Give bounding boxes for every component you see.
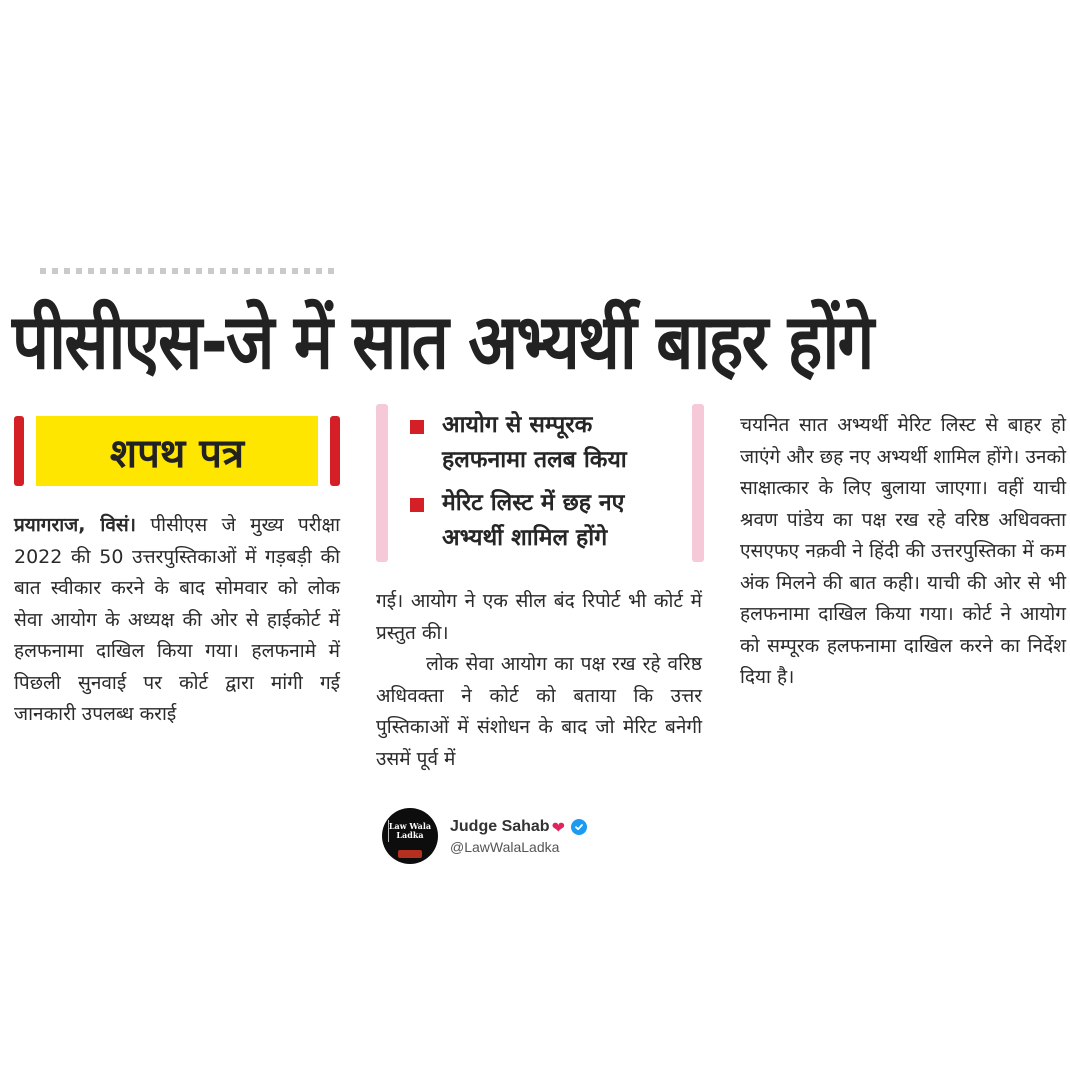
column-2-paragraph-1: गई। आयोग ने एक सील बंद रिपोर्ट भी कोर्ट में प्रस्तुत की। <box>376 590 702 644</box>
article-column-1 <box>14 510 340 731</box>
social-credit[interactable] <box>382 808 587 864</box>
highlight-left-bar <box>376 404 388 562</box>
highlight-item <box>410 408 680 478</box>
column-1-text: पीसीएस जे मुख्य परीक्षा 2022 की 50 उत्तरपुस्तिकाओं में गड़बड़ी की बात स्वीकार करने के बाद सोमवार को लोक सेवा आयोग के अध्यक्ष की ओर से हाईकोर्ट में हलफनामा दाखिल किया गया। हलफनामे में पिछली सुनवाई पर कोर्ट द्वारा मांगी गई जानकारी उपलब्ध कराई <box>14 514 341 725</box>
credit-text <box>450 818 587 855</box>
article-column-3 <box>740 410 1066 694</box>
heart-icon: ❤ <box>551 817 565 837</box>
highlight-text: आयोग से सम्पूरक हलफनामा तलब किया <box>442 412 627 473</box>
bullet-square-icon <box>410 420 424 434</box>
highlight-text: मेरिट लिस्ट में छह नए अभ्यर्थी शामिल होंगे <box>442 490 625 551</box>
article-column-2 <box>376 586 702 775</box>
column-3-text: चयनित सात अभ्यर्थी मेरिट लिस्ट से बाहर हो जाएंगे और छह नए अभ्यर्थी शामिल होंगे। उनको साक्षात्कार के लिए बुलाया जाएगा। वहीं याची श्रवण पांडेय का पक्ष रख रहे वरिष्ठ अधिवक्ता एसएफए नक़वी ने हिंदी की उत्तरपुस्तिका में कम अंक मिलने की बात कही। याची की ओर से भी हलफनामा दाखिल किया गया। कोर्ट ने आयोग को सम्पूरक हलफनामा दाखिल करने का निर्देश दिया है। <box>740 414 1066 688</box>
tag-right-bar <box>330 416 340 486</box>
avatar[interactable] <box>382 808 438 864</box>
highlight-right-bar <box>692 404 704 562</box>
bullet-square-icon <box>410 498 424 512</box>
tag-left-bar <box>14 416 24 486</box>
column-2-paragraph-2: लोक सेवा आयोग का पक्ष रख रहे वरिष्ठ अधिवक्ता ने कोर्ट को बताया कि उत्तर पुस्तिकाओं में संशोधन के बाद जो मेरिट बनेगी उसमें पूर्व में <box>376 653 702 770</box>
gavel-icon <box>398 850 422 858</box>
dateline: प्रयागराज, विसं। <box>14 514 136 536</box>
tag-label: शपथ पत्र <box>109 430 245 477</box>
verified-badge-icon <box>571 819 587 835</box>
headline: पीसीएस-जे में सात अभ्यर्थी बाहर होंगे <box>12 297 873 386</box>
credit-name-row <box>450 818 587 837</box>
account-handle[interactable]: @LawWalaLadka <box>450 838 560 855</box>
highlight-item <box>410 486 680 556</box>
avatar-logo-text: Law Wala Ladka <box>388 821 432 840</box>
section-tag <box>14 416 340 486</box>
faded-top-rule <box>40 268 335 274</box>
tag-label-box <box>36 416 318 486</box>
highlights-box <box>376 404 704 562</box>
scales-of-justice-icon <box>388 820 397 842</box>
account-name[interactable]: Judge Sahab <box>450 818 550 835</box>
